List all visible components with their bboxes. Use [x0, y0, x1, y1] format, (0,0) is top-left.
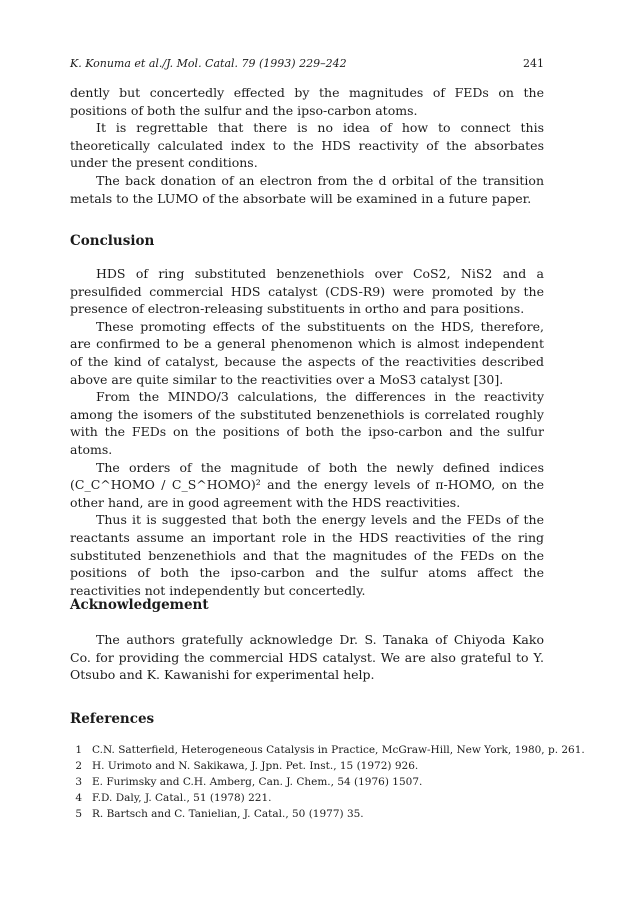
- conclusion-paragraph-1: HDS of ring substituted benzenethiols over CoS2, NiS2 and a presulfided commercial HDS catalyst (CDS-R9) were promoted by the presence of electron-releasing substituents in ortho and para positions.: [70, 266, 544, 317]
- intro-paragraph-2: It is regrettable that there is no idea of how to connect this theoretically calculated index to the HDS reactivity of the absorbates under the present conditions.: [70, 120, 544, 171]
- intro-paragraph-3: The back donation of an electron from the d orbital of the transition metals to the LUMO of the absorbate will be examined in a future paper.: [70, 172, 544, 206]
- running-head: [70, 57, 544, 73]
- reference-item: [70, 790, 550, 806]
- conclusion-paragraph-2: These promoting effects of the substituents on the HDS, therefore, are confirmed to be a general phenomenon which is almost independent of the kind of catalyst, because the aspects of the reactivities described above are quite similar to the reactivities over a MoS3 catalyst [30].: [70, 318, 544, 387]
- reference-item: [70, 806, 550, 822]
- conclusion-paragraph-5: Thus it is suggested that both the energy levels and the FEDs of the reactants assume an important role in the HDS reactivities of the ring substituted benzenethiols and that the magnitudes of the FEDs on the positions of both the ipso-carbon and the sulfur atoms affect the reactivities not independently but concertedly.: [70, 512, 544, 598]
- acknowledgement-section: [70, 631, 544, 684]
- acknowledgement-heading: Acknowledgement: [70, 597, 209, 613]
- reference-text: F.D. Daly, J. Catal., 51 (1978) 221.: [92, 792, 272, 804]
- reference-number: 5: [75, 808, 82, 820]
- reference-text: C.N. Satterfield, Heterogeneous Catalysis in Practice, McGraw-Hill, New York, 1980, p. 261.: [92, 744, 585, 756]
- reference-text: R. Bartsch and C. Tanielian, J. Catal., 50 (1977) 35.: [92, 808, 364, 820]
- reference-text: H. Urimoto and N. Sakikawa, J. Jpn. Pet. Inst., 15 (1972) 926.: [92, 760, 419, 772]
- reference-number: 2: [75, 760, 82, 772]
- references-heading: References: [70, 711, 155, 727]
- reference-text: E. Furimsky and C.H. Amberg, Can. J. Chem., 54 (1976) 1507.: [92, 776, 423, 788]
- conclusion-heading: Conclusion: [70, 233, 155, 249]
- acknowledgement-paragraph: The authors gratefully acknowledge Dr. S. Tanaka of Chiyoda Kako Co. for providing the commercial HDS catalyst. We are also grateful to Y. Otsubo and K. Kawanishi for experimental help.: [70, 632, 544, 683]
- reference-item: [70, 742, 585, 758]
- reference-item: [70, 774, 550, 790]
- intro-paragraph-1: dently but concertedly effected by the magnitudes of FEDs on the positions of both the sulfur and the ipso-carbon atoms.: [70, 85, 544, 118]
- running-head-citation: K. Konuma et al./J. Mol. Catal. 79 (1993) 229–242: [70, 57, 347, 70]
- reference-number: 3: [75, 776, 82, 788]
- conclusion-section: [70, 265, 544, 599]
- conclusion-paragraph-4: The orders of the magnitude of both the newly defined indices (C_C^HOMO / C_S^HOMO)² and the energy levels of π-HOMO, on the other hand, are in good agreement with the HDS reactivities.: [70, 459, 544, 510]
- page-number: 241: [523, 57, 544, 70]
- conclusion-paragraph-3: From the MINDO/3 calculations, the differences in the reactivity among the isomers of the substituted benzenethiols is correlated roughly with the FEDs on the positions of both the ipso-carbon and the sulfur atoms.: [70, 389, 544, 457]
- reference-number: 1: [75, 744, 82, 756]
- intro-section: [70, 84, 544, 207]
- references-list: [70, 742, 585, 822]
- reference-number: 4: [75, 792, 82, 804]
- reference-item: [70, 758, 550, 774]
